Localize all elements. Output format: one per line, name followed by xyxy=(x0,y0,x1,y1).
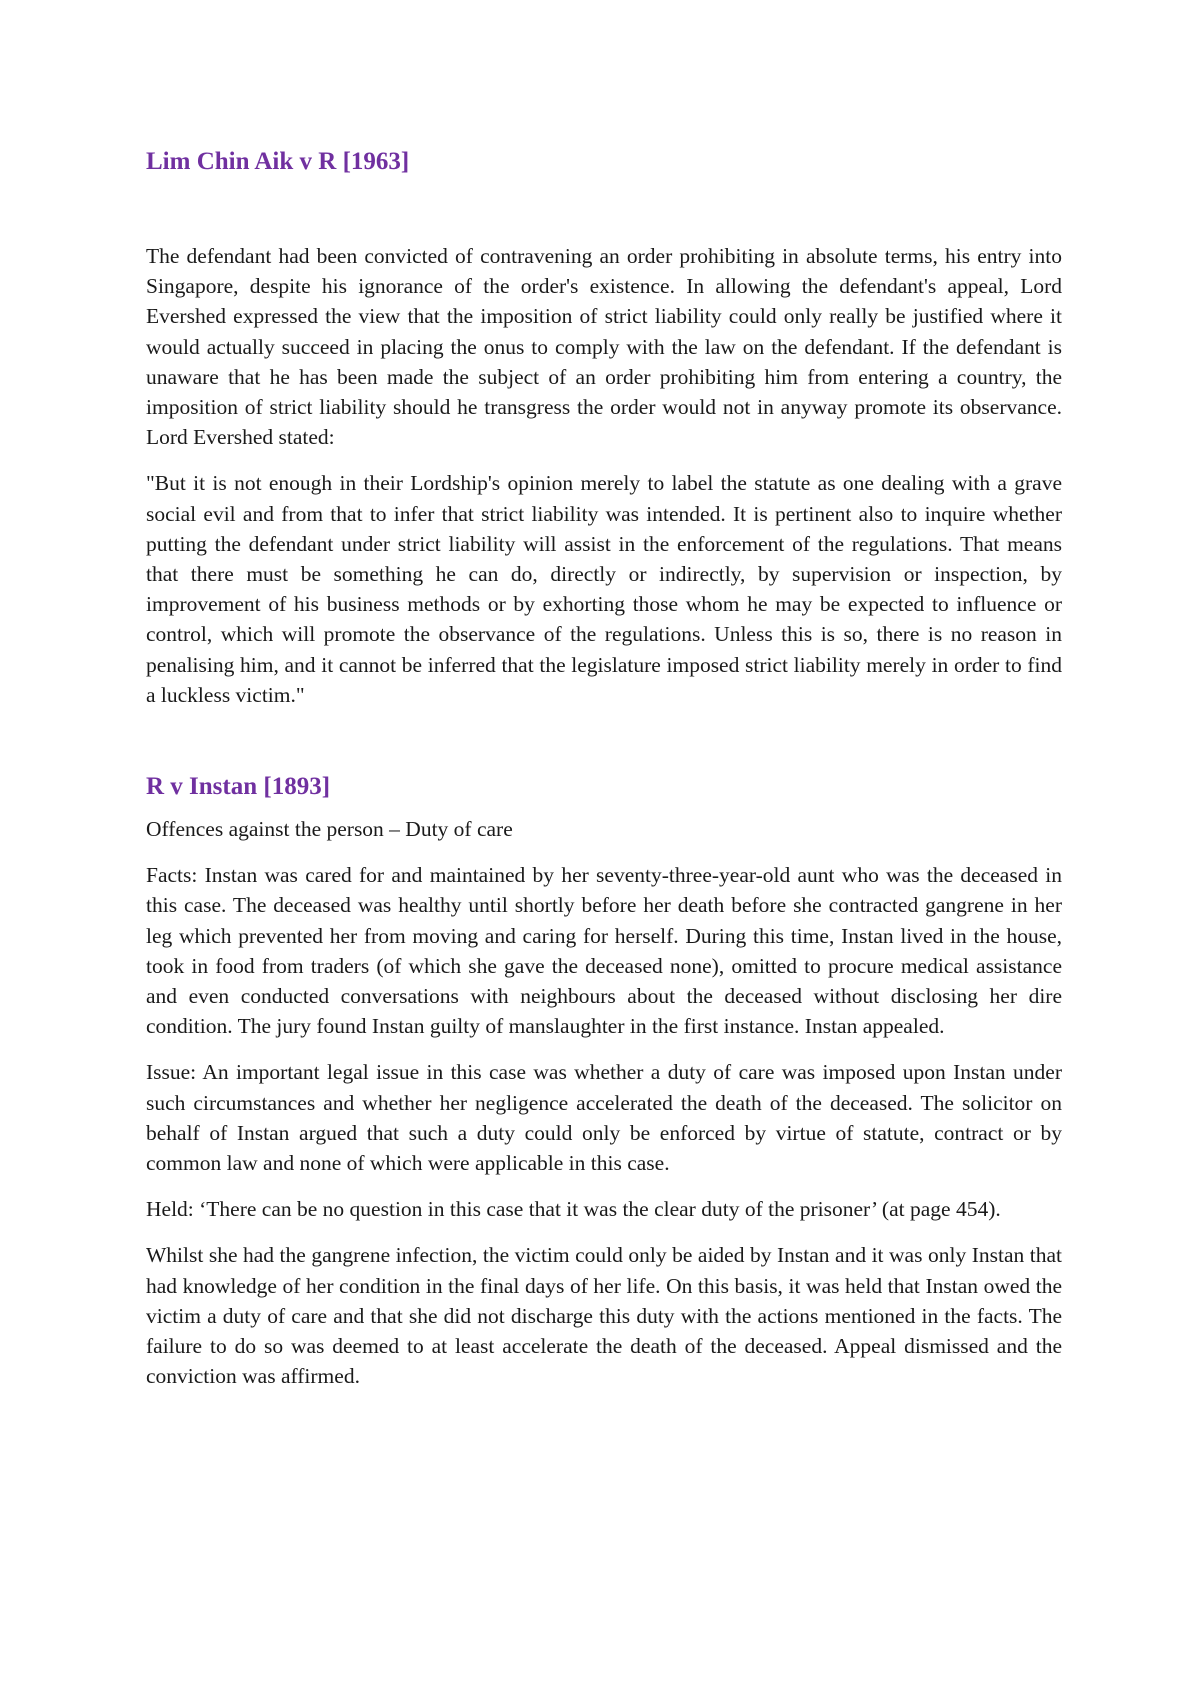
document-content xyxy=(146,145,1062,1408)
case-issue-paragraph: Issue: An important legal issue in this case was whether a duty of care was imposed upon Instan under such circumstances and whether her negligence accelerated the death of the deceased. The solicitor on behalf of Instan argued that such a duty could only be enforced by virtue of statute, contract or by common law and none of which were applicable in this case. xyxy=(146,1060,1062,1176)
case-facts-paragraph: Facts: Instan was cared for and maintained by her seventy-three-year-old aunt who was the deceased in this case. The deceased was healthy until shortly before her death before she contracted gangrene in her leg which prevented her from moving and caring for herself. During this time, Instan lived in the house, took in food from traders (of which she gave the deceased none), omitted to procure medical assistance and even conducted conversations with neighbours about the deceased without disclosing her dire condition. The jury found Instan guilty of manslaughter in the first instance. Instan appealed. xyxy=(146,863,1062,1039)
case-heading-lim-chin-aik: Lim Chin Aik v R [1963] xyxy=(146,148,410,175)
case-reasoning-paragraph: Whilst she had the gangrene infection, the victim could only be aided by Instan and it was only Instan that had knowledge of her condition in the final days of her life. On this basis, it was held that Instan owed the victim a duty of care and that she did not discharge this duty with the actions mentioned in the facts. The failure to do so was deemed to at least accelerate the death of the deceased. Appeal dismissed and the conviction was affirmed. xyxy=(146,1243,1062,1389)
case-held-paragraph: Held: ‘There can be no question in this case that it was the clear duty of the prisoner’ (at page 454). xyxy=(146,1197,1001,1222)
case-topic-line: Offences against the person – Duty of care xyxy=(146,817,513,842)
case-paragraph: The defendant had been convicted of contravening an order prohibiting in absolute terms, his entry into Singapore, despite his ignorance of the order's existence. In allowing the defendant's appeal, Lord Evershed expressed the view that the imposition of strict liability could only really be justified where it would actually succeed in placing the onus to comply with the law on the defendant. If the defendant is unaware that he has been made the subject of an order prohibiting him from entering a country, the imposition of strict liability should he transgress the order would not in anyway promote its observance. Lord Evershed stated: xyxy=(146,244,1062,450)
case-heading-r-v-instan: R v Instan [1893] xyxy=(146,773,331,801)
case-quote-paragraph: "But it is not enough in their Lordship's opinion merely to label the statute as one dealing with a grave social evil and from that to infer that strict liability was intended. It is pertinent also to inquire whether putting the defendant under strict liability will assist in the enforcement of the regulations. That means that there must be something he can do, directly or indirectly, by supervision or inspection, by improvement of his business methods or by exhorting those whom he may be expected to influence or control, which will promote the observance of the regulations. Unless this is so, there is no reason in penalising him, and it cannot be inferred that the legislature imposed strict liability merely in order to find a luckless victim." xyxy=(146,471,1062,707)
